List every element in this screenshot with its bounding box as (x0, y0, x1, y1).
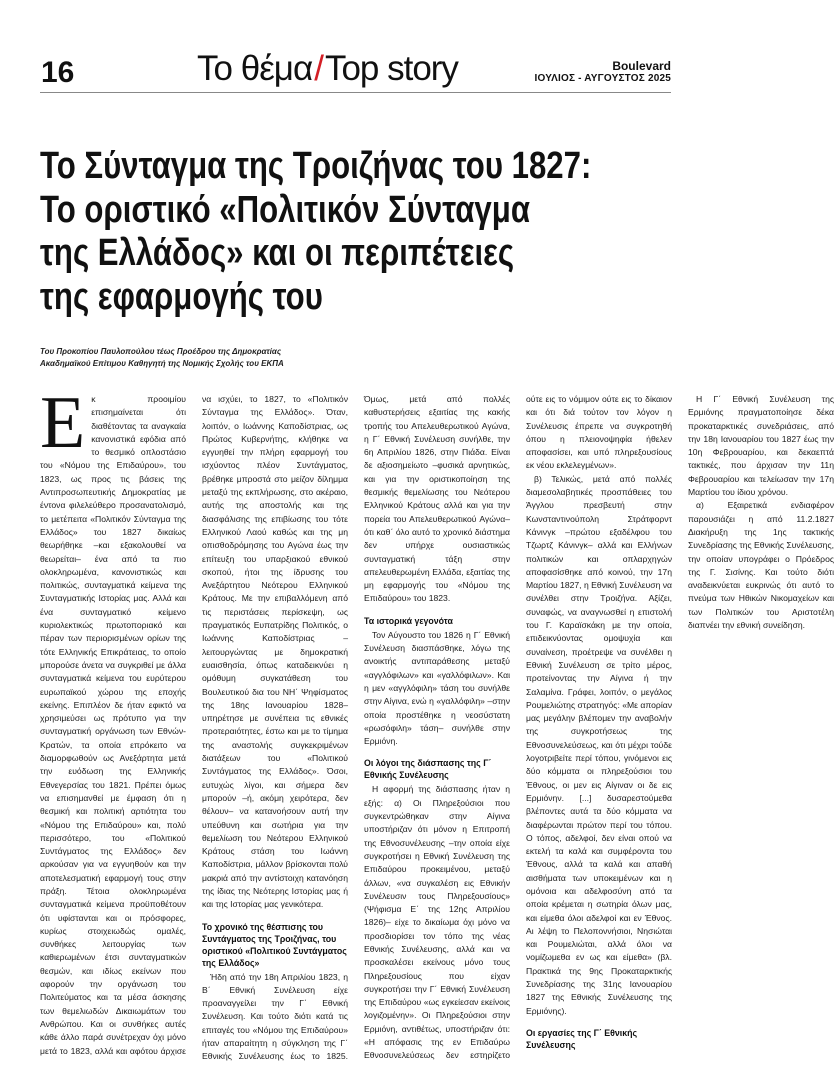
subheading: Οι εργασίες της Γ΄ Εθνικής Συνέλευσης (526, 1027, 638, 1050)
section-title (197, 49, 458, 89)
magazine-name: Boulevard (612, 59, 671, 73)
subheading: Τα ιστορικά γεγονότα (364, 615, 453, 626)
byline-line: Του Προκοπίου Παυλοπούλου τέως Προέδρου της Δημοκρατίας (40, 347, 282, 356)
masthead (535, 60, 671, 85)
section-slash: / (314, 49, 323, 88)
body-paragraph: Η Γ΄ Εθνική Συνέλευση της Ερμιόνης πραγματοποίησε δέκα προκαταρκτικές συνεδριάσεις, από την 18η Ιανουαρίου του 1827 έως την 10η Φεβρουαρίου, και δεκαεπτά τακτικές, που άρχισαν την 11η Φεβρουαρίου και τελείωσαν την 17η Μαρτίου του ίδιου χρόνου. (688, 394, 834, 498)
body-paragraph: Τον Αύγουστο του 1826 η Γ΄ Εθνική Συνέλευση διασπάσθηκε, λόγω της ανοικτής αντιπαράθεσης μεταξύ «αγγλόφιλων» και «γαλλόφιλων». Και η μεν «αγγλόφιλη» τάση του συνήλθε στην Αίγινα, ενώ η «γαλλόφιλη» –στην οποία προστέθηκε η νεοσύστατη «ρωσόφιλη» τάση– συνήλθε στην Ερμιόνη. (364, 629, 510, 747)
body-paragraph: Η αφορμή της διάσπασης ήταν η εξής: α) Οι Πληρεξούσιοι που συγκεντρώθηκαν στην Αίγινα υποστήριζαν ότι μόνον η Επιτροπή της Εθνοσυνέλευσης –την οποία είχε συγκροτήσει η Εθνική Συνέλευση της Επιδαύρου προκειμένου, μεταξύ άλλων, «να συγκαλέση εις Εθνικήν Συνέλευσιν τους Πληρεξουσίους» (Ψήφισμα Ε΄ της 12ης Απριλίου 1826)– είχε το δικαίωμα όχι μόνο να προσδιορίσει τον τόπο της νέας Εθνικής Συνέλευσης, αλλά και να προσκαλέσει εκείνους μόνο τους Πληρεξουσίους που είχαν συγκροτήσει την Γ΄ Εθνική Συνέλευση της Επιδαύρου «ως εγκείεσαν εκείνοις λογιζομένην». Οι Πληρεξούσιοι στην Ερμιόνη, αντιθέτως, υποστήριζαν ότι: «Η απόφασις της εν Επιδαύρω Εθνοσυνελεύσεως δεν εστηρίζετο ούτε εις το νόμιμον ούτε εις το δίκαιον και ότι διά τούτον τον λόγον η Συνέλευσις έπρεπε να συγκροτηθή όπου η πλειονοψηφία ήθελεν αποφασίσει, και υπό πληρεξουσίους εκ νέου εκλελεγμένων». (364, 394, 672, 1061)
body-paragraph: β) Τελικώς, μετά από πολλές διαμεσολαβητικές προσπάθειες του Άγγλου πρεσβευτή στην Κωνσταντινούπολη Στράτφορντ Κάνινγκ –πρώτου εξαδέλφου του Τζωρτζ Κάνινγκ– αλλά και Ελλήνων πολιτικών και οπλαρχηγών αποφασίσθηκε από κοινού, την 17η Μαρτίου 1827, η Εθνική Συνέλευση να συνέλθει στην Τροιζήνα. Αξίζει, συναφώς, να αναγνωσθεί η επιστολή του Γ. Καραϊσκάκη με την οποία, επιδεικνύοντας ομοψυχία και συναίνεση, προέτρεψε να συνέλθει η Εθνική Συνέλευση σε τρίτο μέρος, προτείνοντας την Αίγινα ή την Σαλαμίνα. Γράφει, λοιπόν, ο μεγάλος Ρουμελιώτης στρατηγός: «Με απορίαν μας μεγάλην βλέπομεν την αναβολήν της συγκροτήσεως της Εθνοσυνελεύσεως, και ότι μέχρι τούδε λογοτριβείτε περί τόπου, γινόμενοι εις δύο κόμματα οι πληρεξούσιοι του Έθνους, οι μεν εις Αίγιναν οι δε εις Ερμιόνην. [...] δυσαρεστούμεθα βλέποντες αυτά τα δύο κόμματα να διαφέρωνται πρώτον περί του τόπου. Ο τόπος, αδελφοί, δεν είναι οπού να εκτελή τα καλά και συμφέροντα του Έθνους, αλλά τα καλά και απαθή αισθήματα των υποκειμένων και η ομόνοια και αδελφοσύνη από τα οποία κρέμεται η σωτηρία όλων μας, και είμεθα όλοι αδελφοί και εν Έθνος. Αι λέψη το Πελοποννήσιοι, Νησιώται και Ρουμελιώται, αλλά όλοι να νομίζωμεθα εν ως και είμεθα» (βλ. Πρακτικά της 9ης Προκαταρκτικής Συνεδρίασης της 31ης Ιανουαρίου 1827 της Εθνικής Συνέλευσης της Ερμιόνης). (526, 473, 673, 1016)
section-left-label: Το θέμα (197, 49, 313, 88)
section-right-label: Top story (324, 49, 458, 88)
issue-date: ΙΟΥΛΙΟΣ - ΑΥΓΟΥΣΤΟΣ 2025 (534, 73, 671, 84)
body-paragraph: α) Εξαιρετικά ενδιαφέρον παρουσιάζει η από 11.2.1827 Διακήρυξη της 1ης τακτικής Συνεδρίασης της Εθνικής Συνέλευσης, την οποίαν υπογράφει ο Πρόεδρος της Γ. Σισίνης. Και τούτο διότι αναδεικνύεται ευκρινώς ότι αυτό το πνεύμα των Ηθικών Νικομαχείων και των Πολιτικών του Αριστοτέλη διαπνέει την εθνική συνείδηση. (688, 500, 834, 631)
subheading: Οι λόγοι της διάσπασης της Γ΄ Εθνικής Συνέλευσης (364, 758, 492, 781)
header-rule (40, 92, 671, 93)
article-byline (40, 346, 284, 370)
subheading: Το χρονικό της θέσπισης του Συντάγματος της Τροιζήνας, του οριστικού «Πολιτικού Συντάγματος της Ελλάδος» (202, 921, 347, 968)
headline-line: της εφαρμογής του (40, 275, 323, 318)
headline-line: Το Σύνταγμα της Τροιζήνας του 1827: (40, 145, 592, 187)
byline-line: Ακαδημαϊκού Επίτιμου Καθηγητή της Νομικής Σχολής του ΕΚΠΑ (40, 359, 284, 368)
paragraph-text: κ προοιμίου επισημαίνεται ότι διαθέτοντας τα αναγκαία κανονιστικά εφόδια από το θεσμικό οπλοστάσιο του «Νόμου της Επιδαύρου», του 1823, ως προς τις βάσεις της Αντιπροσωπευτικής Δημοκρατίας με έντονα φιλελεύθερο προσανατολισμό, το μετέπειτα «Πολιτικόν Σύνταγμα της Ελλάδος» του 1827 δικαίως θεωρήθηκε –και εξακολουθεί να θεωρείται– ένα από τα πιο ολοκληρωμένα, κανονιστικώς και πολιτικώς, συνταγματικά κείμενα της Συνταγματικής Ιστορίας μας. Αλλά και ένα συνταγματικό κείμενο κυριολεκτικώς πρωτοποριακό και πέραν των περιορισμένων ορίων της τότε Ελληνικής Επικράτειας, το οποίο μπορούσε άνετα να συγκριθεί με άλλα συνταγματικά κείμενα του ευρύτερου ευρωπαϊκού χώρου της εποχής εκείνης. Επιπλέον δε ήταν εφικτό να χρησιμεύσει ως πρότυπο για την συνταγματική οργάνωση των Εθνών-Κρατών, τα οποία επρόκειτο να διαμορφωθούν ως Ανεξάρτητα μετά την ευόδωση της Ελληνικής Εθνεγερσίας του 1821. Πρέπει όμως να επισημανθεί με έμφαση ότι η θεσμική και πολιτική αρτιότητα του «Νόμου της Επιδαύρου» και, πολύ περισσότερο, του «Πολιτικού Συντάγματος της Ελλάδος» δεν αρκούσαν για να εγγυηθούν και την αποτελεσματική εφαρμογή τους στην πράξη. Τέτοια ολοκληρωμένα συνταγματικά κείμενα προϋποθέτουν ότι υφίστανται και οι πρόσφορες, κυρίως στοιχειωδώς ομαλές, συνθήκες λειτουργίας των καθιερωμένων έτσι συνταγματικών θεσμών, και ιδίως εκείνων που αφορούν την οργάνωση του Πολιτεύματος και τα μέσα άσκησης των θεμελιωδών Δικαιωμάτων του Ανθρώπου. Και οι συνθήκες αυτές κάθε άλλο παρά συνέτρεχαν όχι μόνο μετά το 1823, αλλά και αφότου άρχισε να ισχύει, το 1827, το «Πολιτικόν Σύνταγμα της Ελλάδος». Όταν, λοιπόν, ο Ιωάννης Καποδίστριας, ως Πρώτος Κυβερνήτης, κλήθηκε να εγγυηθεί την πλήρη εφαρμογή του ισχύοντος πλέον Συντάγματος, βρέθηκε μπροστά στο μείζον δίλημμα μεταξύ της εκπλήρωσης, στο ακέραιο, αυτής της αποστολής και της διασφάλισης της επιβίωσης του τότε Ελληνικού Λαού καθώς και της μη οπισθοδρόμησης του Αγώνα έως την επίτευξη του υπαρξιακού εθνικού σκοπού, ήτοι της ίδρυσης του Ανεξάρτητου Νεότερου Ελληνικού Κράτους. Με την επιβαλλόμενη από τις περιστάσεις περίσκεψη, ως πραγματικός Ευπατρίδης Πολιτικός, ο Ιωάννης Καποδίστριας –λειτουργώντας με δημοκρατική ευαισθησία, όπως καταδεικνύει η ομόθυμη συγκατάθεση του Βουλευτικού δια του ΝΗ΄ Ψηφίσματος της 18ης Ιανουαρίου 1828– υπηρέτησε με συνέπεια τις εθνικές προτεραιότητες, έστω και με το τίμημα της αναστολής συγκεκριμένων διατάξεων του «Πολιτικού Συντάγματος της Ελλάδος». Όσοι, ευτυχώς λίγοι, και σήμερα δεν μπορούν –ή, ακόμη χειρότερα, δεν θέλουν– να κατανοήσουν αυτή την υπεύθυνη και σωτήρια για την θεμελίωση του Νεότερου Ελληνικού Κράτους στάση του Ιωάννη Καποδίστρια, μάλλον βρίσκονται πολύ μακριά από την αντίστοιχη κατανόηση της ίδιας της Νεότερης Ιστορίας μας ή και της Ιστορίας μας γενικότερα. (40, 394, 348, 1056)
headline-line: Το οριστικό «Πολιτικόν Σύνταγμα (40, 188, 530, 231)
drop-cap: Ε (40, 382, 86, 464)
body-paragraph: Ήδη από την 18η Απριλίου 1823, η Β΄ Εθνική Συνέλευση είχε προαναγγείλει την Γ΄ Εθνική Συνέλευση. Και τούτο διότι κατά τις επιταγές του «Νόμου της Επιδαύρου» ήταν απαραίτητη η σύγκληση της Γ΄ Εθνικής Συνέλευσης έως το 1825. Όμως, μετά από πολλές καθυστερήσεις εξαιτίας της κακής τροπής του Απελευθερωτικού Αγώνα, η Γ΄ Εθνική Συνέλευση συνήλθε, την 6η Απριλίου 1826, στην Πιάδα. Είναι δε αξιοσημείωτο –φυσικά αρνητικώς, και για την οριστικοποίηση της θεσμικής θεμελίωσης του Νεότερου Ελληνικού Κράτους αλλά και για την πορεία του Απελευθερωτικού Αγώνα– ότι καθ΄ όλο αυτό το χρονικό διάστημα δεν υπήρχε ουσιαστικώς συνταγματική τάξη στην απελευθερωμένη Ελλάδα, εξαιτίας της μη εφαρμογής του «Νόμου της Επιδαύρου» του 1823. (202, 394, 510, 1062)
headline-line: της Ελλάδος» και οι περιπέτειες (40, 232, 515, 274)
page-number: 16 (41, 56, 75, 89)
article-body (40, 382, 834, 1065)
article-headline (40, 145, 592, 319)
